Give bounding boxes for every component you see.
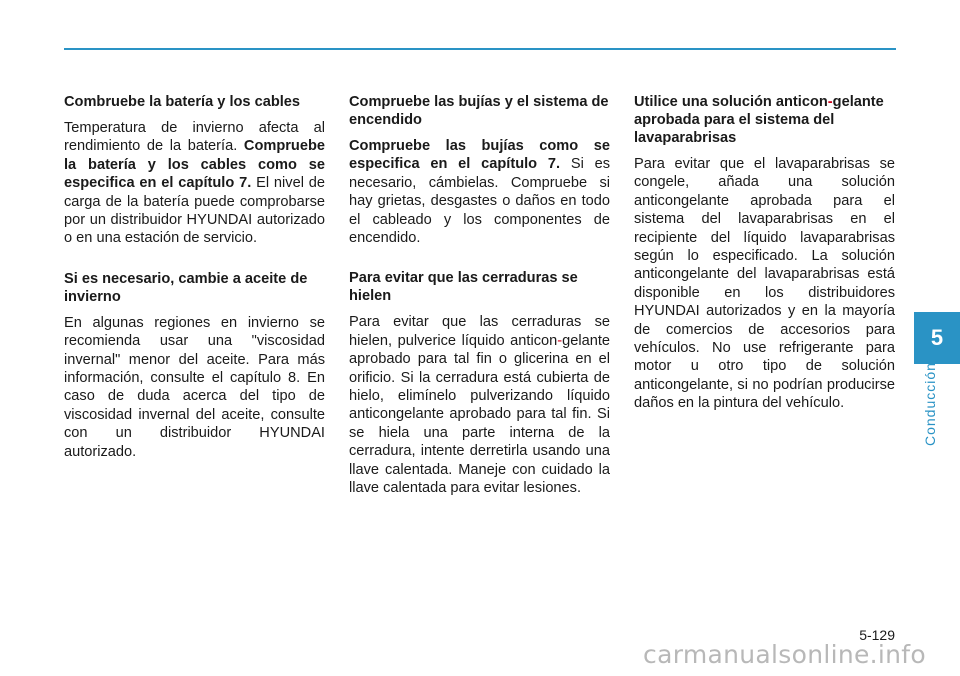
header-rule <box>64 48 896 50</box>
section-heading-battery: Combruebe la batería y los cables <box>64 94 301 110</box>
chapter-number-tab: 5 <box>914 312 960 364</box>
section-heading-winter-oil: Si es necesario, cambie a aceite de invierno <box>64 270 308 305</box>
paragraph-washer: Para evitar que el lavaparabrisas se congele, añada una solución anticongelante aprobada para el sistema del lavaparabrisas en el recipiente del líquido lavaparabrisas según lo especificado. La solución anticongelante del lavaparabrisas está disponible en los distribuidores HYUNDAI autorizados y en la mayoría de comercios de accesorios para vehículos. No use refrigerante para motor u otro tipo de solución anticongelante, si no podrían producirse daños en la pintura del vehículo. <box>634 156 895 412</box>
paragraph-locks: Para evitar que las cerraduras se hielen, pulverice líquido anticon-gelante aprobado para tal fin o glicerina en el orificio. Si la cerradura está cubierta de hielo, elimínelo pulverizando líquido anticongelante aprobado para tal fin. Si se hiela una parte interna de la cerradura, intente derretirla usando una llave calentada. Maneje con cuidado la llave calentada para evitar lesiones. <box>349 314 610 497</box>
section-heading-spark-plugs: Compruebe las bujías y el sistema de encendido <box>349 94 609 128</box>
column-2 <box>349 93 610 498</box>
chapter-label: Conducción <box>922 362 938 446</box>
watermark: carmanualsonline.info <box>643 640 926 669</box>
paragraph-winter-oil: En algunas regiones en invierno se recomienda usar una "viscosidad invernal" menor del aceite. Para más información, consulte el capítulo 8. En caso de duda acerca del tipo de viscosidad invernal del aceite, consulte con un distribuidor HYUNDAI autorizado. <box>64 314 325 460</box>
column-3 <box>634 93 895 413</box>
section-heading-washer: Utilice una solución anticon-gelante aprobada para el sistema del lavaparabrisas <box>634 94 884 146</box>
paragraph-spark-plugs: Compruebe las bujías como se especifica en el capítulo 7. Si es necesario, cámbielas. Compruebe si hay grietas, desgastes o daños en todo el cableado y los componentes de encendido. <box>349 138 611 247</box>
column-1 <box>64 93 325 461</box>
paragraph-battery: Temperatura de invierno afecta al rendimiento de la batería. Compruebe la batería y los cables como se especifica en el capítulo 7. El nivel de carga de la batería puede comprobarse por un distribuidor HYUNDAI autorizado o en una estación de servicio. <box>64 120 326 247</box>
page-number: 5-129 <box>859 627 895 643</box>
section-heading-locks: Para evitar que las cerraduras se hielen <box>349 270 578 305</box>
